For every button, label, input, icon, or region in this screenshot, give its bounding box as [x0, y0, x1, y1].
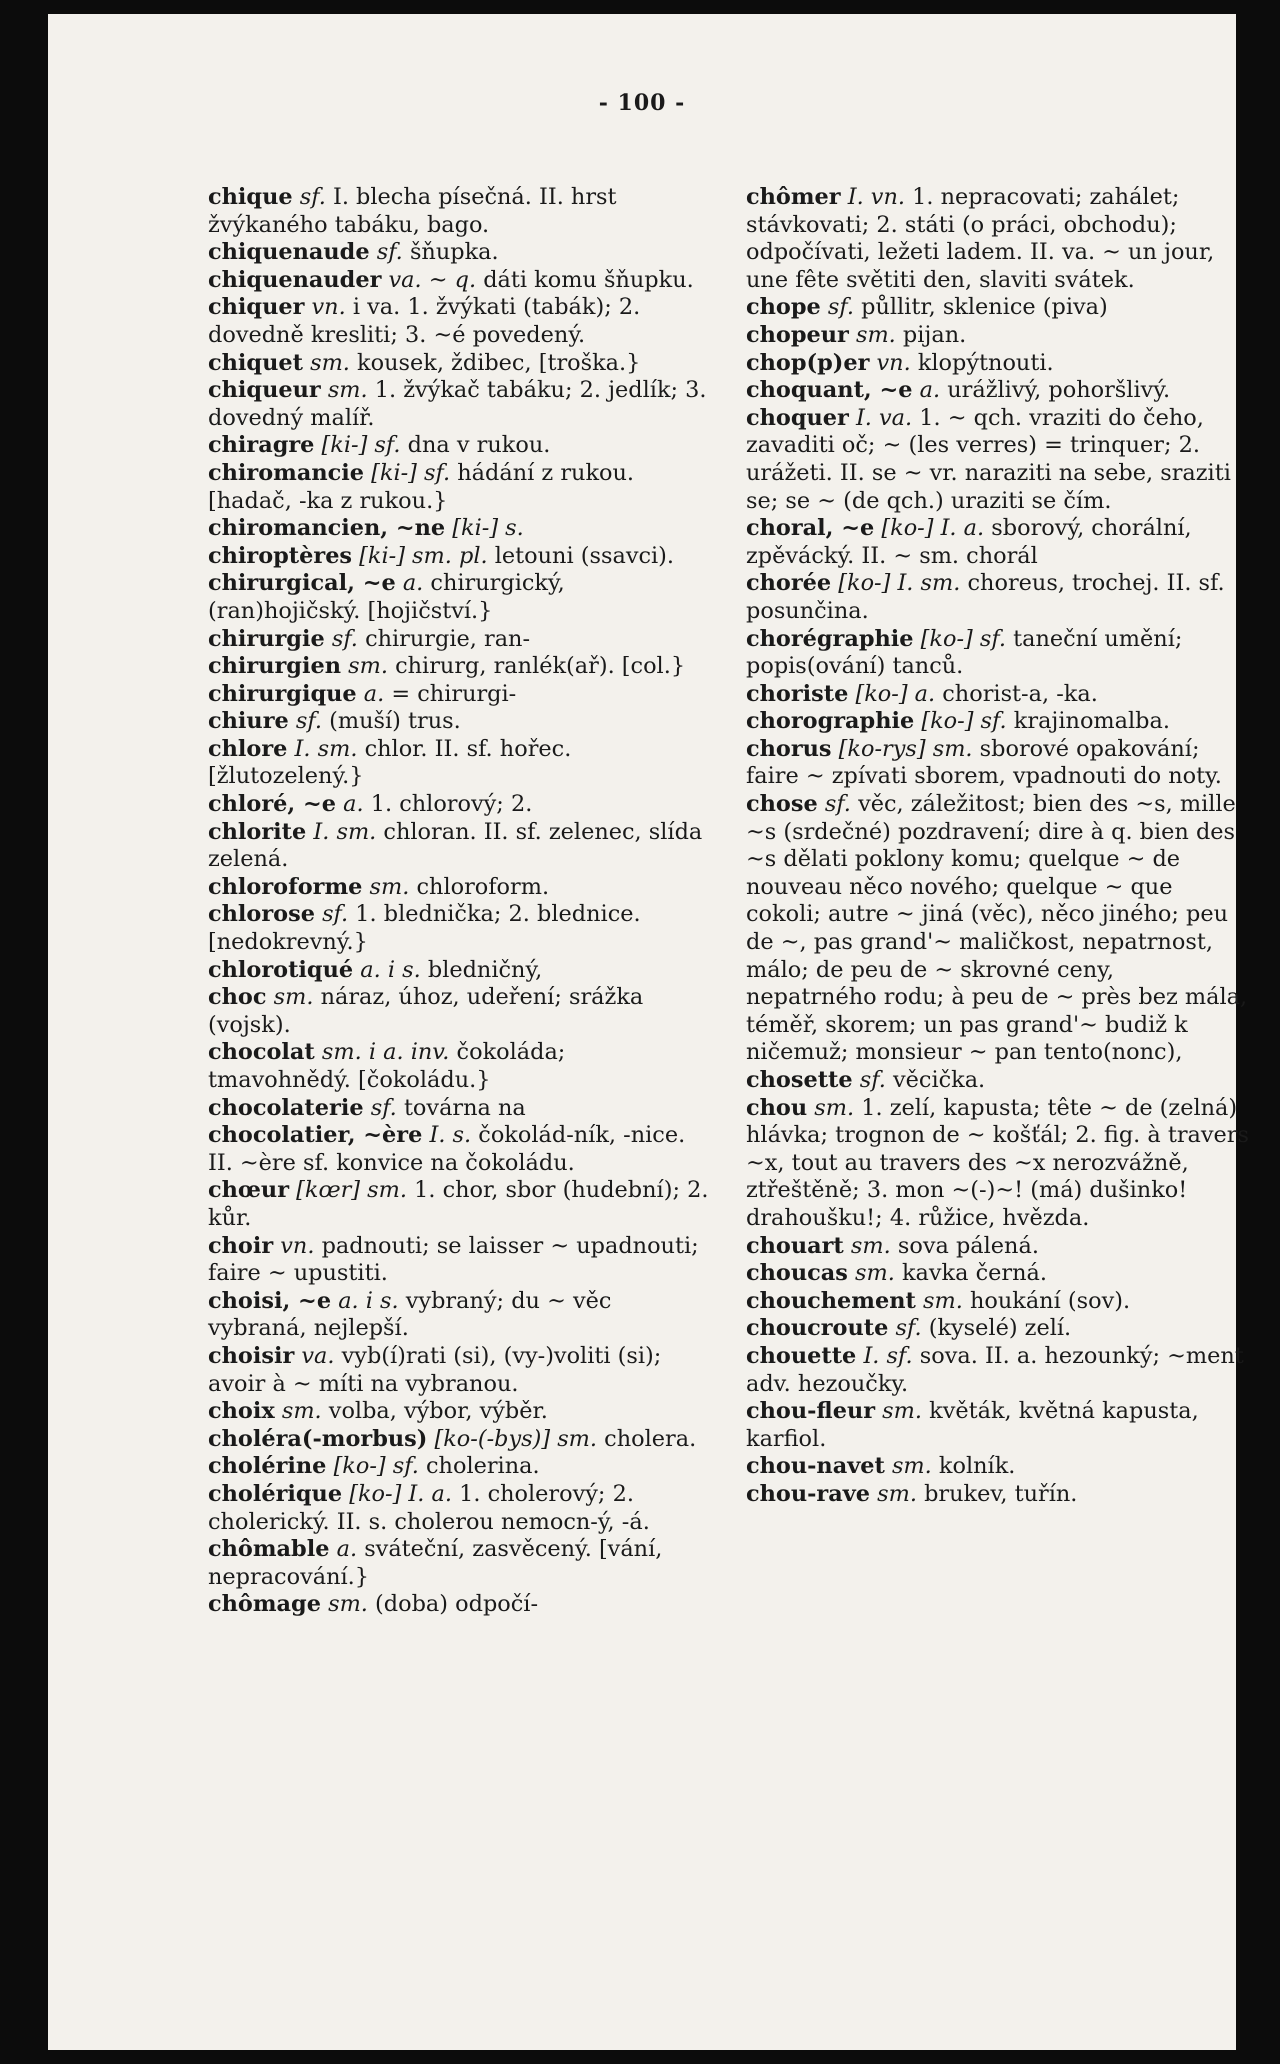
entry-grammar: sf. — [295, 708, 322, 735]
entry-headword: chou-rave — [746, 1480, 870, 1507]
entry-grammar: vn. — [311, 294, 346, 321]
entry-headword: chlorose — [208, 901, 315, 928]
entry-definition: houkání (sov). — [969, 1287, 1131, 1314]
entry-headword: choral, ~e — [746, 515, 875, 542]
entry-definition: chirurgie, ran- — [365, 625, 531, 652]
entry-grammar: I. sf. — [863, 1342, 913, 1369]
dictionary-entry — [746, 515, 1250, 570]
entry-headword: chiure — [208, 708, 289, 735]
entry-grammar: sf. — [331, 625, 358, 652]
entry-definition: věc, záležitost; bien des ~s, mille ~s (srdečné) pozdravení; dire à q. bien des ~s dělati poklony komu; quelque ~ de nouveau něco nového; quelque ~ que cokoli; autre ~ jiná (věc), něco jiného; peu de ~, pas grand'~ maličkost, nepatrnost, málo; de peu de ~ skrovné ceny, nepatrného rodu; à peu de ~ près bez mála, téměř, skorem; un pas grand'~ budiž k ničemuž; monsieur ~ pan tento(nonc), — [746, 791, 1248, 1066]
entry-grammar: [ki-] s. — [452, 515, 524, 542]
entry-headword: choriste — [746, 680, 849, 707]
entry-definition: 1. ~ qch. vraziti do čeho, zavaditi oč; ~ (les verres) = trinquer; 2. urážeti. II. se ~ vr. naraziti na sebe, sraziti se; se ~ (de qch.) uraziti se čím. — [746, 404, 1231, 514]
dictionary-entry — [208, 543, 712, 571]
entry-definition: 1. cholerový; 2. cholerický. II. s. cholerou nemocn-ý, -á. — [208, 1480, 650, 1535]
entry-grammar: a. — [336, 1536, 358, 1563]
dictionary-entry — [208, 570, 712, 625]
entry-grammar: sm. — [855, 321, 896, 348]
entry-grammar: I. vn. — [847, 184, 905, 210]
entry-grammar: a. i s. — [338, 1287, 399, 1314]
dictionary-entry — [208, 957, 712, 985]
entry-grammar: [kœr] sm. — [296, 1177, 407, 1204]
entry-definition: 1. nepracovati; zahálet; stávkovati; 2. státi (o práci, obchodu); odpočívati, ležeti ladem. II. va. ~ un jour, une fête světiti den, slaviti svátek. — [746, 184, 1215, 293]
entry-grammar: sm. — [273, 984, 314, 1011]
entry-headword: chosette — [746, 1067, 853, 1093]
entry-definition: choreus, trochej. II. sf. posunčina. — [746, 570, 1225, 624]
dictionary-entry — [208, 1233, 712, 1288]
entry-headword: chocolat — [208, 1039, 315, 1066]
entry-definition: (muší) trus. — [329, 708, 461, 735]
entry-grammar: [ko-] I. a. — [349, 1480, 452, 1507]
entry-headword: chose — [746, 791, 818, 818]
entry-grammar: [ko-] sf. — [920, 625, 1006, 652]
entry-definition: kousek, ždibec, [troška.} — [357, 349, 641, 376]
entry-headword: chiragre — [208, 432, 315, 459]
entry-headword: chouette — [746, 1342, 857, 1369]
entry-definition: věcička. — [893, 1067, 986, 1093]
dictionary-entry — [746, 1288, 1250, 1316]
entry-definition: sova pálená. — [897, 1232, 1039, 1259]
entry-headword: chômable — [208, 1536, 330, 1563]
entry-definition: továrna na — [403, 1094, 526, 1121]
dictionary-entry — [746, 1260, 1250, 1288]
dictionary-entry — [746, 681, 1250, 709]
dictionary-entry — [208, 294, 712, 349]
entry-definition: krajinomalba. — [1013, 708, 1170, 735]
entry-grammar: vn. — [280, 1232, 315, 1259]
entry-grammar: va. — [301, 1342, 335, 1369]
entry-grammar: I. va. — [855, 404, 913, 431]
entry-headword: chorographie — [746, 708, 915, 735]
dictionary-entry — [746, 1453, 1250, 1481]
entry-definition: kolník. — [938, 1453, 1016, 1480]
entry-grammar: sf. — [370, 1094, 397, 1121]
dictionary-entry — [208, 1536, 712, 1591]
dictionary-entry — [746, 708, 1250, 736]
dictionary-page — [48, 14, 1249, 2050]
entry-headword: chiroptères — [208, 542, 353, 569]
dictionary-entry — [208, 1122, 712, 1177]
dictionary-entry — [208, 984, 712, 1039]
entry-headword: chiquenaude — [208, 239, 370, 266]
entry-headword: chômer — [746, 184, 841, 210]
entry-headword: choucas — [746, 1260, 848, 1287]
entry-definition: cholera. — [604, 1425, 697, 1452]
entry-headword: choisir — [208, 1342, 295, 1369]
entry-headword: chiqueur — [208, 377, 321, 404]
dictionary-entry — [208, 1039, 712, 1094]
entry-headword: chorée — [746, 570, 832, 597]
entry-headword: chirurgien — [208, 653, 341, 680]
entry-definition: čokolád-ník, -nice. II. ~ère sf. konvice na čokoládu. — [208, 1122, 686, 1176]
entry-grammar: I. s. — [429, 1122, 472, 1149]
entry-headword: chou-fleur — [746, 1398, 876, 1425]
entry-grammar: sm. — [348, 653, 388, 680]
dictionary-entry — [208, 184, 712, 239]
dictionary-entry — [746, 184, 1250, 294]
entry-definition: sborové opakování; faire ~ zpívati sborem, vpadnouti do noty. — [746, 735, 1222, 790]
entry-definition: volba, výbor, výběr. — [328, 1398, 548, 1425]
dictionary-entry — [208, 1288, 712, 1343]
dictionary-entry — [746, 1067, 1250, 1095]
entry-definition: i va. 1. žvýkati (tabák); 2. dovedně kresliti; 3. ~é povedený. — [208, 294, 641, 348]
dictionary-entry — [208, 1343, 712, 1398]
entry-headword: chope — [746, 294, 821, 321]
entry-definition: cholerina. — [426, 1453, 540, 1480]
entry-headword: chique — [208, 184, 293, 210]
entry-grammar: sf. — [824, 791, 851, 818]
entry-grammar: sm. — [877, 1480, 917, 1507]
entry-definition: sváteční, zasvěcený. [vání, nepracování.} — [208, 1536, 663, 1590]
dictionary-entry — [208, 350, 712, 378]
dictionary-entry — [208, 267, 712, 295]
entry-grammar: [ki-] sm. pl. — [359, 542, 488, 569]
entry-definition: chirurg, ranlék(ař). [col.} — [395, 653, 686, 680]
entry-headword: chômage — [208, 1591, 321, 1618]
entry-grammar: [ki-] sf. — [321, 432, 401, 459]
entry-headword: chiromancie — [208, 459, 365, 486]
dictionary-entry — [746, 1315, 1250, 1343]
entry-grammar: [ko-] sf. — [333, 1453, 419, 1480]
entry-grammar: sm. — [369, 873, 410, 900]
entry-definition: bledničný, — [427, 956, 543, 983]
entry-headword: chiquenauder — [208, 266, 382, 293]
dictionary-entry — [746, 570, 1250, 625]
dictionary-entry — [746, 1095, 1250, 1233]
dictionary-entry — [208, 1398, 712, 1426]
entry-grammar: vn. — [876, 349, 911, 376]
entry-headword: chiquer — [208, 294, 305, 321]
dictionary-entry — [208, 239, 712, 267]
entry-grammar: I. sm. — [313, 818, 377, 845]
entry-headword: chirurgical, ~e — [208, 570, 396, 597]
entry-headword: choucroute — [746, 1315, 889, 1342]
dictionary-entry — [208, 708, 712, 736]
entry-headword: chorus — [746, 735, 832, 762]
dictionary-entry — [208, 874, 712, 902]
dictionary-entry — [208, 1481, 712, 1536]
entry-definition: = chirurgi- — [391, 680, 517, 707]
page-number: - 100 - — [598, 90, 686, 116]
dictionary-entry — [208, 901, 712, 956]
entry-grammar: sf. — [859, 1067, 886, 1093]
entry-headword: choisi, ~e — [208, 1287, 332, 1314]
dictionary-entry — [746, 791, 1250, 1067]
entry-definition: hádání z rukou. [hadač, -ka z rukou.} — [208, 459, 635, 514]
entry-definition: dna v rukou. — [407, 432, 551, 459]
entry-grammar: [ko-] sf. — [921, 708, 1007, 735]
entry-definition: 1. chlorový; 2. — [370, 791, 533, 818]
entry-definition: sova. II. a. hezounký; ~ment adv. hezoučky. — [746, 1342, 1244, 1397]
entry-headword: chocolatier, ~ère — [208, 1122, 423, 1149]
entry-headword: chou-navet — [746, 1453, 885, 1480]
entry-definition: padnouti; se laisser ~ upadnouti; faire ~ upustiti. — [208, 1232, 699, 1287]
entry-grammar: sm. — [891, 1453, 932, 1480]
entry-headword: cholérique — [208, 1480, 343, 1507]
entry-grammar: sm. — [310, 349, 350, 376]
entry-definition: čokoláda; tmavohnědý. [čokoládu.} — [208, 1039, 566, 1093]
entry-grammar: [ko-] I. a. — [881, 515, 985, 542]
entry-grammar: sm. — [882, 1398, 922, 1425]
entry-definition: taneční umění; popis(ování) tanců. — [746, 625, 1183, 680]
entry-definition: I. blecha písečná. II. hrst žvýkaného tabáku, bago. — [208, 184, 617, 238]
dictionary-entry — [746, 322, 1250, 350]
entry-headword: chocolaterie — [208, 1094, 364, 1121]
dictionary-entry — [208, 460, 712, 515]
entry-grammar: sm. — [922, 1287, 963, 1314]
entry-headword: chirurgie — [208, 625, 325, 652]
entry-definition: (kyselé) zelí. — [928, 1315, 1072, 1342]
entry-headword: chiquet — [208, 349, 303, 376]
dictionary-entry — [746, 405, 1250, 515]
entry-headword: cholérine — [208, 1453, 327, 1480]
dictionary-entry — [208, 1177, 712, 1232]
entry-grammar: a. — [343, 791, 364, 818]
entry-headword: chouchement — [746, 1287, 916, 1314]
dictionary-entry — [746, 1233, 1250, 1261]
entry-definition: sborový, chorální, zpěvácký. II. ~ sm. chorál — [746, 515, 1192, 569]
dictionary-entry — [208, 626, 712, 654]
entry-headword: chlore — [208, 735, 288, 762]
entry-grammar: sf. — [322, 901, 349, 928]
entry-grammar: [ko-(-bys)] sm. — [434, 1425, 598, 1452]
left-column — [208, 184, 712, 1619]
dictionary-entry — [208, 653, 712, 681]
entry-definition: vyb(í)rati (si), (vy-)voliti (si); avoir à ~ míti na vybranou. — [208, 1342, 662, 1397]
dictionary-entry — [746, 736, 1250, 791]
dictionary-entry — [208, 1426, 712, 1454]
entry-grammar: a. i s. — [360, 956, 421, 983]
entry-grammar: sm. — [850, 1232, 891, 1259]
entry-definition: chorist-a, -ka. — [942, 680, 1098, 707]
entry-headword: chloroforme — [208, 873, 363, 900]
entry-definition: kavka černá. — [901, 1260, 1047, 1287]
entry-grammar: sm. — [855, 1260, 895, 1287]
entry-grammar: sf. — [827, 294, 854, 321]
entry-headword: choir — [208, 1232, 274, 1259]
entry-headword: chopeur — [746, 321, 849, 348]
entry-headword: chlorotiqué — [208, 956, 354, 983]
dictionary-entry — [208, 432, 712, 460]
entry-headword: choquer — [746, 404, 849, 431]
entry-definition: chlor. II. sf. hořec. [žlutozelený.} — [208, 735, 572, 790]
dictionary-entry — [746, 377, 1250, 405]
entry-definition: klopýtnouti. — [917, 349, 1054, 376]
entry-definition: urážlivý, pohoršlivý. — [947, 377, 1171, 404]
dictionary-entry — [208, 736, 712, 791]
entry-headword: chiromancien, ~ne — [208, 515, 446, 542]
entry-definition: 1. zelí, kapusta; tête ~ de (zelná) hlávka; trognon de ~ košťál; 2. fig. à travers ~x, tout au travers des ~x nerozvážně, ztřeštěně; 3. mon ~(-)~! (má) dušinko! drahoušku!; 4. růžice, hvězda. — [746, 1094, 1249, 1231]
entry-headword: choc — [208, 984, 267, 1011]
dictionary-entry — [208, 377, 712, 432]
entry-grammar: sm. — [281, 1398, 322, 1425]
dictionary-entry — [746, 1481, 1250, 1509]
dictionary-entry — [746, 626, 1250, 681]
dictionary-entry — [208, 515, 712, 543]
entry-headword: choléra(-morbus) — [208, 1425, 428, 1452]
entry-definition: pijan. — [902, 321, 967, 348]
entry-grammar: I. sm. — [294, 735, 358, 762]
entry-headword: chloré, ~e — [208, 791, 336, 818]
dictionary-entry — [208, 1591, 712, 1619]
entry-grammar: sf. — [299, 184, 326, 210]
entry-definition: vybraný; du ~ věc vybraná, nejlepší. — [208, 1287, 612, 1342]
dictionary-entry — [208, 1095, 712, 1123]
entry-grammar: sm. — [327, 377, 368, 404]
entry-definition: chloran. II. sf. zelenec, slída zelená. — [208, 818, 703, 873]
entry-definition: brukev, tuřín. — [924, 1480, 1078, 1507]
entry-definition: chloroform. — [416, 873, 550, 900]
entry-definition: náraz, úhoz, udeření; srážka (vojsk). — [208, 984, 644, 1038]
entry-headword: chlorite — [208, 818, 307, 845]
dictionary-entry — [208, 791, 712, 819]
entry-headword: chou — [746, 1094, 808, 1121]
entry-grammar: va. ~ q. — [388, 266, 477, 293]
dictionary-entry — [746, 1343, 1250, 1398]
dictionary-entry — [746, 1398, 1250, 1453]
entry-grammar: [ki-] sf. — [371, 459, 451, 486]
entry-headword: chouart — [746, 1232, 844, 1259]
entry-grammar: a. — [402, 570, 424, 597]
entry-definition: 1. žvýkač tabáku; 2. jedlík; 3. dovedný malíř. — [208, 377, 707, 431]
entry-grammar: [ko-] a. — [855, 680, 936, 707]
entry-definition: květák, květná kapusta, karfiol. — [746, 1398, 1199, 1452]
entry-definition: (doba) odpočí- — [375, 1591, 539, 1618]
entry-grammar: sf. — [895, 1315, 922, 1342]
entry-grammar: a. — [919, 377, 941, 404]
dictionary-entry — [746, 294, 1250, 322]
entry-grammar: sm. i a. inv. — [321, 1039, 450, 1066]
entry-grammar: sm. — [814, 1094, 855, 1121]
entry-definition: půllitr, sklenice (piva) — [861, 294, 1108, 321]
entry-headword: chorégraphie — [746, 625, 914, 652]
entry-definition: chirurgický, (ran)hojičský. [hojičství.} — [208, 570, 565, 624]
entry-grammar: [ko-rys] sm. — [838, 735, 973, 762]
entry-headword: chirurgique — [208, 680, 357, 707]
entry-definition: 1. blednička; 2. blednice. [nedokrevný.} — [208, 901, 641, 956]
entry-definition: 1. chor, sbor (hudební); 2. kůr. — [208, 1177, 709, 1231]
dictionary-entry — [746, 350, 1250, 378]
dictionary-entry — [208, 1453, 712, 1481]
entry-definition: dáti komu šňupku. — [483, 266, 694, 293]
entry-headword: chœur — [208, 1177, 290, 1204]
entry-grammar: sf. — [376, 239, 403, 266]
dictionary-entry — [208, 681, 712, 709]
entry-definition: letouni (ssavci). — [494, 542, 675, 569]
entry-grammar: [ko-] I. sm. — [838, 570, 961, 597]
entry-headword: choquant, ~e — [746, 377, 913, 404]
entry-headword: chop(p)er — [746, 349, 870, 376]
dictionary-entry — [208, 819, 712, 874]
entry-grammar: sm. — [328, 1591, 368, 1618]
entry-definition: šňupka. — [409, 239, 499, 266]
entry-headword: choix — [208, 1398, 275, 1425]
right-column — [746, 184, 1250, 1509]
entry-grammar: a. — [363, 680, 385, 707]
